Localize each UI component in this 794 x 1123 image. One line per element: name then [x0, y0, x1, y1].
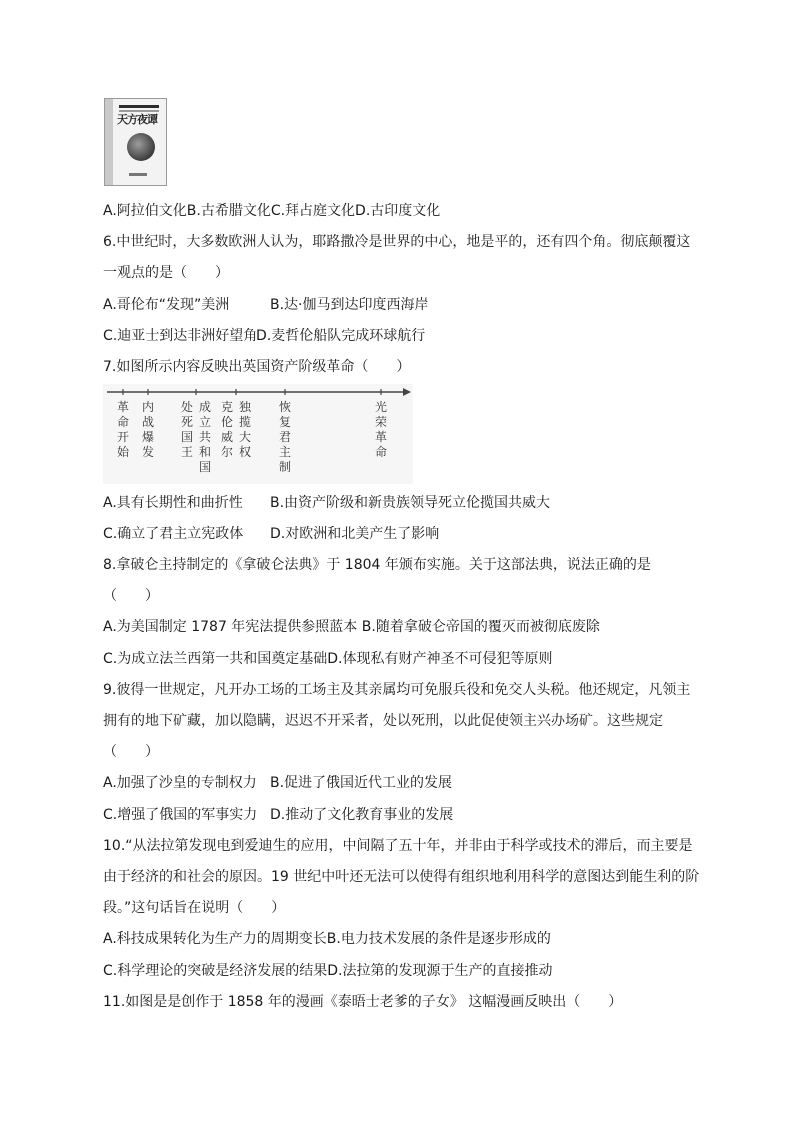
q9-stem-line3: （ ） [103, 744, 159, 760]
timeline-event-char: 战 [141, 415, 155, 429]
timeline-event-char: 恢 [278, 400, 292, 414]
q6-stem-line1: 6.中世纪时，大多数欧洲人认为，耶路撒冷是世界的中心，地是平的，还有四个角。彻底颠覆这 [103, 234, 691, 250]
q5-options: A.阿拉伯文化B.古希腊文化C.拜占庭文化D.古印度文化 [103, 203, 441, 219]
q6-option-d: D.麦哲伦船队完成环球航行 [256, 328, 426, 344]
timeline-event-char: 独 [238, 400, 252, 414]
q10-stem-line2: 由于经济的和社会的原因。19 世纪中叶还无法可以使得有组织地利用科学的意图达到能生利的阶 [103, 869, 700, 885]
timeline-event-char: 始 [116, 445, 130, 459]
q7-timeline-figure [103, 384, 413, 484]
timeline-event-char: 光 [374, 400, 388, 414]
timeline-event-char: 立 [198, 415, 212, 429]
q7-option-c: C.确立了君主立宪政体 [103, 526, 244, 542]
q6-option-a: A.哥伦布“发现”美洲 [103, 297, 230, 313]
timeline-event-char: 制 [278, 460, 292, 474]
q8-stem-line2: （ ） [103, 588, 159, 604]
timeline-event-char: 开 [116, 430, 130, 444]
timeline-event-char: 共 [198, 430, 212, 444]
q7-stem: 7.如图所示内容反映出英国资产阶级革命（ ） [103, 359, 411, 375]
timeline-event-char: 革 [116, 400, 130, 414]
book-publisher-mark [129, 173, 147, 176]
timeline-event-char: 伦 [220, 415, 234, 429]
q7-option-a: A.具有长期性和曲折性 [103, 495, 243, 511]
q7-option-b: B.由资产阶级和新贵族领导死立伦揽国共威大 [270, 495, 551, 511]
q9-option-d: D.推动了文化教育事业的发展 [270, 807, 454, 823]
timeline-event-char: 尔 [220, 445, 234, 459]
q8-options-line2: C.为成立法兰西第一共和国奠定基础D.体现私有财产神圣不可侵犯等原则 [103, 651, 553, 667]
q11-stem: 11.如图是是创作于 1858 年的漫画《泰晤士老爹的子女》 这幅漫画反映出（ ） [103, 994, 623, 1010]
book-coin-emblem [127, 133, 155, 161]
timeline-event-char: 君 [278, 430, 292, 444]
q9-option-c: C.增强了俄国的军事实力 [103, 807, 258, 823]
timeline-event-char: 荣 [374, 415, 388, 429]
q6-option-c: C.迪亚士到达非洲好望角 [103, 328, 258, 344]
q10-stem-line1: 10.“从法拉第发现电到爱迪生的应用，中间隔了五十年，并非由于科学或技术的滞后，而主要是 [103, 838, 693, 854]
timeline-event-char: 威 [220, 430, 234, 444]
timeline-event-char: 内 [141, 400, 155, 414]
q6-stem-line2: 一观点的是（ ） [103, 265, 229, 281]
book-top-bar [119, 105, 159, 108]
timeline-event-char: 主 [278, 445, 292, 459]
timeline-event-char: 爆 [141, 430, 155, 444]
timeline-event-char: 成 [198, 400, 212, 414]
q8-options-line1: A.为美国制定 1787 年宪法提供参照蓝本 B.随着拿破仑帝国的覆灭而被彻底废除 [103, 619, 600, 635]
q9-option-a: A.加强了沙皇的专制权力 [103, 775, 257, 791]
timeline-event-char: 命 [374, 445, 388, 459]
book-spine [105, 99, 113, 185]
timeline-event-char: 国 [180, 430, 194, 444]
q8-stem-line1: 8.拿破仑主持制定的《拿破仑法典》于 1804 年颁布实施。关于这部法典，说法正确的是 [103, 557, 651, 573]
timeline-event-char: 克 [220, 400, 234, 414]
timeline-event-char: 命 [116, 415, 130, 429]
q9-stem-line2: 拥有的地下矿藏，加以隐瞒，迟迟不开采者，处以死刑，以此促使领主兴办场矿。这些规定 [103, 713, 663, 729]
book-cover-image [104, 98, 167, 186]
timeline-event-char: 复 [278, 415, 292, 429]
timeline-event-char: 揽 [238, 415, 252, 429]
q10-options-line1: A.科技成果转化为生产力的周期变长B.电力技术发展的条件是逐步形成的 [103, 931, 551, 947]
q10-options-line2: C.科学理论的突破是经济发展的结果D.法拉第的发现源于生产的直接推动 [103, 963, 553, 979]
q9-stem-line1: 9.彼得一世规定，凡开办工场的工场主及其亲属均可免服兵役和免交人头税。他还规定，凡领主 [103, 682, 691, 698]
timeline-event-char: 处 [180, 400, 194, 414]
timeline-event-char: 发 [141, 445, 155, 459]
timeline-event-char: 权 [238, 445, 252, 459]
book-subtitle-line [119, 110, 159, 112]
timeline-event-char: 死 [180, 415, 194, 429]
q10-stem-line3: 段。”这句话旨在说明（ ） [103, 900, 286, 916]
book-title: 天方夜谭 [117, 113, 157, 126]
timeline-event-char: 王 [180, 445, 194, 459]
q7-option-d: D.对欧洲和北美产生了影响 [270, 526, 440, 542]
timeline-event-char: 大 [238, 430, 252, 444]
q9-option-b: B.促进了俄国近代工业的发展 [270, 775, 453, 791]
q6-option-b: B.达·伽马到达印度西海岸 [270, 297, 429, 313]
timeline-event-char: 和 [198, 445, 212, 459]
timeline-event-char: 革 [374, 430, 388, 444]
timeline-event-char: 国 [198, 460, 212, 474]
